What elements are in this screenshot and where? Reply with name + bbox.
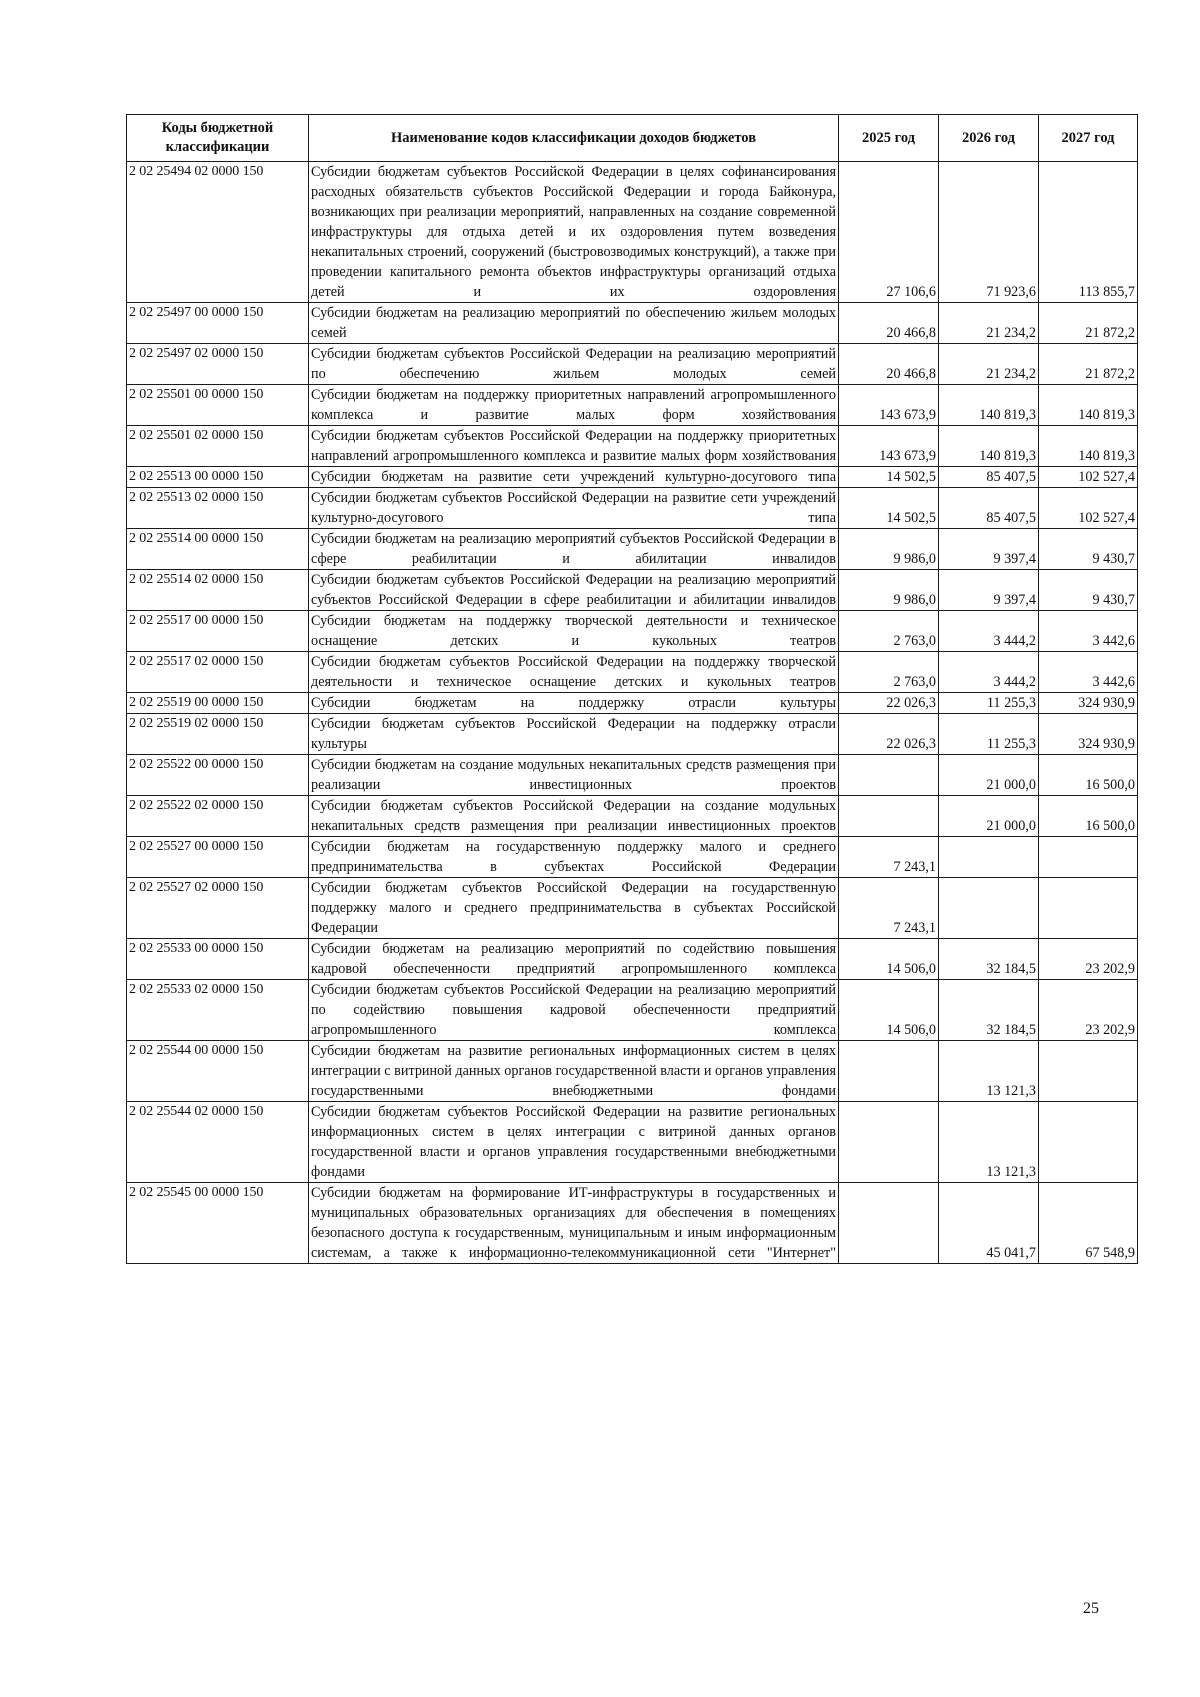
cell-name: Субсидии бюджетам субъектов Российской Федерации на поддержку отрасли культуры [309,714,839,755]
cell-code: 2 02 25501 02 0000 150 [127,426,309,467]
header-name: Наименование кодов классификации доходов бюджетов [309,115,839,162]
cell-2026: 9 397,4 [939,570,1039,611]
cell-2026: 85 407,5 [939,488,1039,529]
cell-name: Субсидии бюджетам на создание модульных некапитальных средств размещения при реализации инвестиционных проектов [309,755,839,796]
cell-code: 2 02 25513 00 0000 150 [127,467,309,488]
cell-name: Субсидии бюджетам субъектов Российской Федерации на создание модульных некапитальных средств размещения при реализации инвестиционных проектов [309,796,839,837]
page-number: 25 [1083,1600,1099,1617]
cell-2026 [939,837,1039,878]
cell-2025: 9 986,0 [839,570,939,611]
cell-2027: 140 819,3 [1039,426,1138,467]
cell-name: Субсидии бюджетам субъектов Российской Федерации на реализацию мероприятий субъектов Российской Федерации в сфере реабилитации и абилитации инвалидов [309,570,839,611]
cell-code: 2 02 25527 02 0000 150 [127,878,309,939]
table-row [127,837,1138,878]
cell-name: Субсидии бюджетам на развитие региональных информационных систем в целях интеграции с витриной данных органов государственной власти и органов управления государственными внебюджетными фондами [309,1041,839,1102]
cell-2027: 21 872,2 [1039,303,1138,344]
cell-2025: 2 763,0 [839,652,939,693]
cell-2027: 23 202,9 [1039,939,1138,980]
cell-2027: 102 527,4 [1039,467,1138,488]
table-row [127,755,1138,796]
cell-2027 [1039,837,1138,878]
cell-code: 2 02 25544 02 0000 150 [127,1102,309,1183]
cell-code: 2 02 25544 00 0000 150 [127,1041,309,1102]
cell-2025: 7 243,1 [839,837,939,878]
cell-2027: 3 442,6 [1039,652,1138,693]
table-row [127,529,1138,570]
cell-code: 2 02 25522 00 0000 150 [127,755,309,796]
cell-name: Субсидии бюджетам субъектов Российской Федерации на развитие региональных информационных систем в целях интеграции с витриной данных органов государственной власти и органов управления государственными внебюджетными фондами [309,1102,839,1183]
budget-revenue-table [126,114,1138,1264]
cell-code: 2 02 25522 02 0000 150 [127,796,309,837]
cell-name: Субсидии бюджетам на реализацию мероприятий по содействию повышения кадровой обеспеченности предприятий агропромышленного комплекса [309,939,839,980]
cell-name: Субсидии бюджетам на поддержку приоритетных направлений агропромышленного комплекса и развитие малых форм хозяйствования [309,385,839,426]
cell-code: 2 02 25494 02 0000 150 [127,162,309,303]
table-row [127,693,1138,714]
table-row [127,714,1138,755]
cell-2026: 13 121,3 [939,1102,1039,1183]
table-body [127,162,1138,1264]
cell-2027 [1039,878,1138,939]
cell-2026: 85 407,5 [939,467,1039,488]
table-row [127,1183,1138,1264]
cell-name: Субсидии бюджетам субъектов Российской Федерации на государственную поддержку малого и среднего предпринимательства в субъектах Российской Федерации [309,878,839,939]
table-row [127,162,1138,303]
cell-code: 2 02 25517 02 0000 150 [127,652,309,693]
table-row [127,426,1138,467]
cell-2026: 9 397,4 [939,529,1039,570]
table-row [127,652,1138,693]
cell-name: Субсидии бюджетам субъектов Российской Федерации в целях софинансирования расходных обязательств субъектов Российской Федерации и города Байконура, возникающих при реализации мероприятий, направленных на создание современной инфраструктуры для отдыха детей и их оздоровления путем возведения некапитальных строений, сооружений (быстровозводимых конструкций), а также при проведении капитального ремонта объектов инфраструктуры организаций отдыха детей и их оздоровления [309,162,839,303]
cell-2025: 14 506,0 [839,939,939,980]
cell-name: Субсидии бюджетам субъектов Российской Федерации на реализацию мероприятий по обеспечению жильем молодых семей [309,344,839,385]
cell-code: 2 02 25514 02 0000 150 [127,570,309,611]
cell-2025: 7 243,1 [839,878,939,939]
cell-2026: 140 819,3 [939,385,1039,426]
table-row [127,1102,1138,1183]
cell-2027: 102 527,4 [1039,488,1138,529]
cell-2026: 3 444,2 [939,611,1039,652]
cell-name: Субсидии бюджетам субъектов Российской Федерации на реализацию мероприятий по содействию повышения кадровой обеспеченности предприятий агропромышленного комплекса [309,980,839,1041]
cell-2026: 11 255,3 [939,693,1039,714]
cell-code: 2 02 25497 02 0000 150 [127,344,309,385]
cell-code: 2 02 25519 02 0000 150 [127,714,309,755]
cell-2025 [839,755,939,796]
cell-2025: 20 466,8 [839,344,939,385]
cell-name: Субсидии бюджетам на реализацию мероприятий по обеспечению жильем молодых семей [309,303,839,344]
cell-code: 2 02 25533 02 0000 150 [127,980,309,1041]
cell-name: Субсидии бюджетам на поддержку отрасли культуры [309,693,839,714]
cell-code: 2 02 25545 00 0000 150 [127,1183,309,1264]
cell-2025: 2 763,0 [839,611,939,652]
cell-2026: 21 234,2 [939,303,1039,344]
cell-2027: 140 819,3 [1039,385,1138,426]
cell-2027: 9 430,7 [1039,570,1138,611]
cell-2026: 11 255,3 [939,714,1039,755]
cell-2026 [939,878,1039,939]
cell-2027 [1039,1102,1138,1183]
cell-2027: 16 500,0 [1039,796,1138,837]
cell-name: Субсидии бюджетам на государственную поддержку малого и среднего предпринимательства в субъектах Российской Федерации [309,837,839,878]
cell-name: Субсидии бюджетам на развитие сети учреждений культурно-досугового типа [309,467,839,488]
cell-name: Субсидии бюджетам субъектов Российской Федерации на поддержку творческой деятельности и техническое оснащение детских и кукольных театров [309,652,839,693]
cell-code: 2 02 25514 00 0000 150 [127,529,309,570]
table-header-row [127,115,1138,162]
cell-2025: 9 986,0 [839,529,939,570]
cell-name: Субсидии бюджетам субъектов Российской Федерации на поддержку приоритетных направлений агропромышленного комплекса и развитие малых форм хозяйствования [309,426,839,467]
cell-2025 [839,796,939,837]
cell-2026: 3 444,2 [939,652,1039,693]
cell-2025: 143 673,9 [839,385,939,426]
cell-2026: 32 184,5 [939,939,1039,980]
header-code: Коды бюджетной классификации [127,115,309,162]
cell-2025: 27 106,6 [839,162,939,303]
table-row [127,1041,1138,1102]
cell-name: Субсидии бюджетам на поддержку творческой деятельности и техническое оснащение детских и кукольных театров [309,611,839,652]
cell-code: 2 02 25527 00 0000 150 [127,837,309,878]
cell-2025 [839,1183,939,1264]
cell-2026: 140 819,3 [939,426,1039,467]
cell-name: Субсидии бюджетам на формирование ИТ-инфраструктуры в государственных и муниципальных образовательных организациях для обеспечения в помещениях безопасного доступа к государственным, муниципальным и иным информационным системам, а также к информационно-телекоммуникационной сети "Интернет" [309,1183,839,1264]
table-row [127,467,1138,488]
cell-2025: 143 673,9 [839,426,939,467]
cell-2026: 21 234,2 [939,344,1039,385]
table-row [127,570,1138,611]
cell-code: 2 02 25533 00 0000 150 [127,939,309,980]
header-2025: 2025 год [839,115,939,162]
cell-2027: 16 500,0 [1039,755,1138,796]
table-row [127,488,1138,529]
cell-name: Субсидии бюджетам субъектов Российской Федерации на развитие сети учреждений культурно-досугового типа [309,488,839,529]
cell-2025 [839,1041,939,1102]
table-row [127,344,1138,385]
cell-2025 [839,1102,939,1183]
cell-code: 2 02 25497 00 0000 150 [127,303,309,344]
cell-2026: 13 121,3 [939,1041,1039,1102]
table-row [127,796,1138,837]
cell-2027: 3 442,6 [1039,611,1138,652]
cell-2025: 14 502,5 [839,467,939,488]
cell-code: 2 02 25513 02 0000 150 [127,488,309,529]
table-row [127,303,1138,344]
table-row [127,980,1138,1041]
cell-2027 [1039,1041,1138,1102]
cell-2025: 14 502,5 [839,488,939,529]
cell-2027: 67 548,9 [1039,1183,1138,1264]
table-row [127,878,1138,939]
cell-2027: 9 430,7 [1039,529,1138,570]
cell-2027: 324 930,9 [1039,714,1138,755]
cell-2027: 324 930,9 [1039,693,1138,714]
cell-2026: 32 184,5 [939,980,1039,1041]
cell-2025: 20 466,8 [839,303,939,344]
table-row [127,611,1138,652]
cell-2026: 21 000,0 [939,796,1039,837]
cell-name: Субсидии бюджетам на реализацию мероприятий субъектов Российской Федерации в сфере реабилитации и абилитации инвалидов [309,529,839,570]
cell-2027: 23 202,9 [1039,980,1138,1041]
header-2027: 2027 год [1039,115,1138,162]
cell-2025: 22 026,3 [839,693,939,714]
table-row [127,385,1138,426]
cell-2026: 71 923,6 [939,162,1039,303]
cell-code: 2 02 25517 00 0000 150 [127,611,309,652]
cell-2026: 45 041,7 [939,1183,1039,1264]
cell-2027: 113 855,7 [1039,162,1138,303]
cell-code: 2 02 25501 00 0000 150 [127,385,309,426]
cell-2026: 21 000,0 [939,755,1039,796]
cell-code: 2 02 25519 00 0000 150 [127,693,309,714]
cell-2027: 21 872,2 [1039,344,1138,385]
header-2026: 2026 год [939,115,1039,162]
table-row [127,939,1138,980]
cell-2025: 22 026,3 [839,714,939,755]
cell-2025: 14 506,0 [839,980,939,1041]
